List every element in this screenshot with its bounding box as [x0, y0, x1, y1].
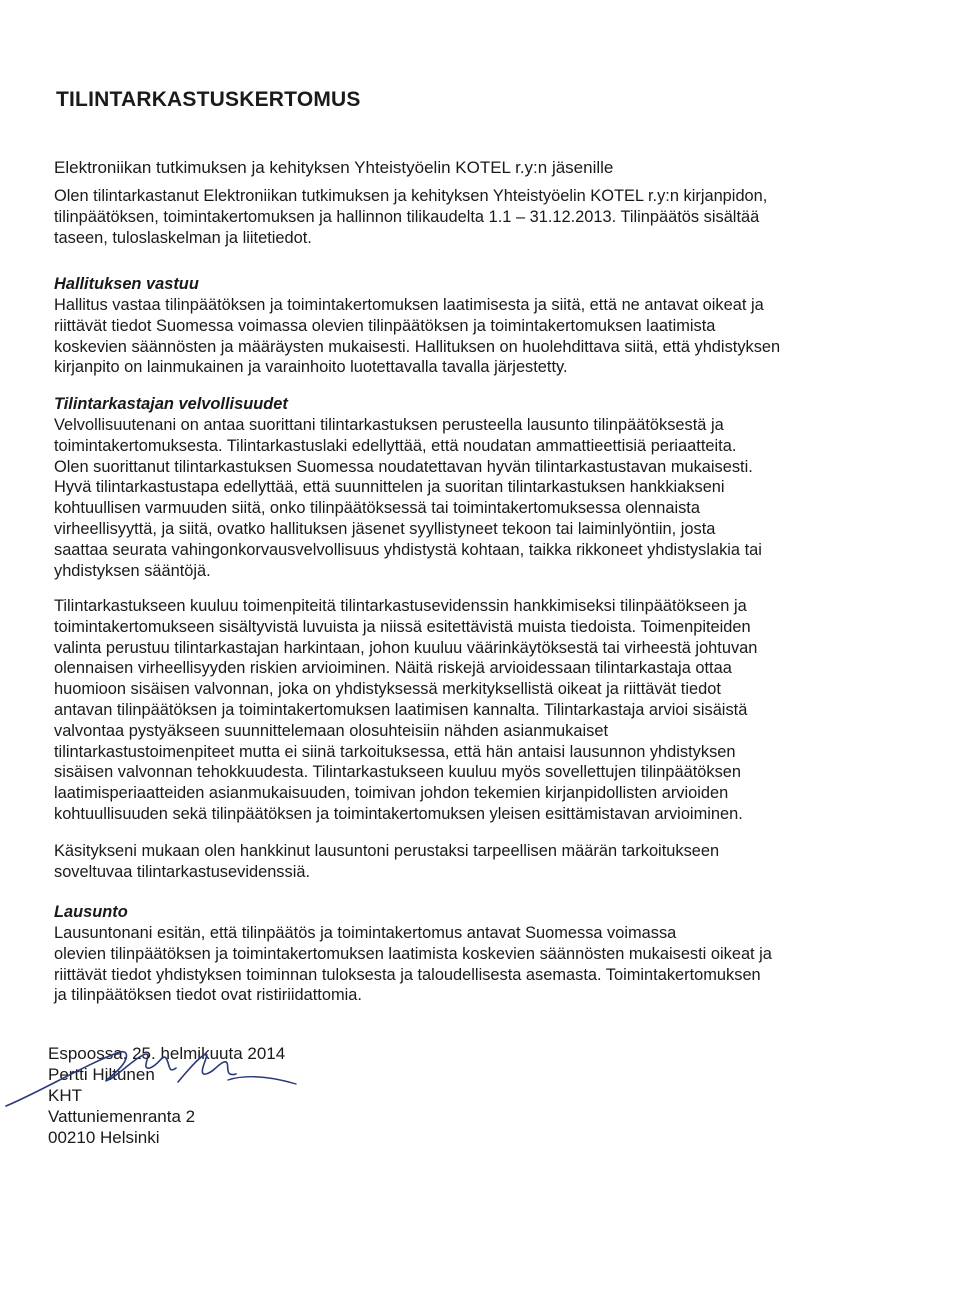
page-title: TILINTARKASTUSKERTOMUS [56, 88, 361, 111]
paragraph-line: kohtuullisuuden sekä tilinpäätöksen ja toimintakertomuksen yleisen esittämistavan arvioiminen. [54, 804, 743, 823]
paragraph-line: sisäisen valvonnan tehokkuudesta. Tilintarkastukseen kuuluu myös sovellettujen tilinpäätöksen [54, 763, 741, 782]
paragraph-line: Käsitykseni mukaan olen hankkinut lausuntoni perustaksi tarpeellisen määrän tarkoitukseen [54, 842, 720, 860]
paragraph-line: Hyvä tilintarkastustapa edellyttää, että suunnittelen ja suoritan tilintarkastuksen hankkiakseni [54, 478, 725, 497]
signer-name: Pertti Hiltunen [48, 1065, 155, 1084]
addressee-line: Elektroniikan tutkimuksen ja kehityksen Yhteistyöelin KOTEL r.y:n jäsenille [54, 158, 614, 177]
opinion-section [54, 901, 854, 1006]
paragraph-line: olennaisen virheellisyyden riskien arvioiminen. Näitä riskejä arvioidessaan tilintarkastaja ottaa [54, 659, 732, 678]
paragraph-line: riittävät tiedot Suomessa voimassa olevien tilinpäätöksen ja toimintakertomuksen laatimista [54, 316, 716, 335]
paragraph-line: Velvollisuutenani on antaa suorittani tilintarkastuksen perusteella lausunto tilinpäätöksestä ja [54, 416, 724, 434]
audit-procedures-paragraph [54, 596, 854, 825]
paragraph-line: kirjanpito on lainmukainen ja varainhoito luotettavalla tavalla järjestetty. [54, 358, 568, 377]
paragraph-line: soveltuvaa tilintarkastusevidenssiä. [54, 862, 311, 881]
paragraph-line: huomioon sisäisen valvonnan, joka on yhdistyksessä merkityksellistä oikeat ja riittävät tiedot [54, 680, 721, 699]
paragraph-line: Olen suorittanut tilintarkastuksen Suomessa noudatettavan hyvän tilintarkastustavan mukaisesti. [54, 457, 753, 476]
paragraph-line: kohtuullisen varmuuden siitä, onko tilinpäätöksessä tai toimintakertomuksessa olennaista [54, 499, 700, 518]
paragraph-line: Hallitus vastaa tilinpäätöksen ja toimintakertomuksen laatimisesta ja siitä, että ne antavat oikeat ja [54, 296, 764, 314]
section-heading: Hallituksen vastuu [54, 275, 199, 293]
paragraph-line: virheellisyyttä, ja siitä, ovatko hallituksen jäsenet syyllistyneet tekoon tai laiminlyöntiin, josta [54, 519, 716, 538]
paragraph-line: toimintakertomukseen sisältyvistä luvuista ja niissä esitettävistä muista tiedoista. Toimenpiteiden [54, 617, 751, 636]
paragraph-line: Lausuntonani esitän, että tilinpäätös ja toimintakertomus antavat Suomessa voimassa [54, 924, 677, 942]
paragraph-line: riittävät tiedot yhdistyksen toiminnan tuloksesta ja taloudellisesta asemasta. Toimintakertomuksen [54, 965, 761, 984]
paragraph-line: saattaa seurata vahingonkorvausvelvollisuus yhdistystä kohtaan, taikka rikkoneet yhdistyslakia tai [54, 540, 762, 559]
evidence-paragraph [54, 841, 854, 883]
signer-title: KHT [48, 1086, 82, 1105]
paragraph-line: laatimisperiaatteiden asianmukaisuuden, toimivan johdon tekemien kirjanpidollisten arvioiden [54, 784, 729, 803]
paragraph-line: valvontaa pystyäkseen suunnittelemaan olosuhteisiin nähden asianmukaiset [54, 721, 608, 740]
intro-line: Olen tilintarkastanut Elektroniikan tutkimuksen ja kehityksen Yhteistyöelin KOTEL r.y:n kirjanpidon, [54, 187, 768, 205]
board-responsibility-section [54, 273, 854, 378]
paragraph-line: ja tilinpäätöksen tiedot ovat ristiriidattomia. [54, 986, 362, 1005]
paragraph-line: antavan tilinpäätöksen ja toimintakertomuksen laatimisen kannalta. Tilintarkastaja arvioi sisäistä [54, 700, 748, 719]
paragraph-line: yhdistyksen sääntöjä. [54, 561, 211, 580]
intro-paragraph [54, 186, 854, 248]
paragraph-line: valinta perustuu tilintarkastajan harkintaan, johon kuuluu väärinkäytöksestä tai virheestä johtuvan [54, 638, 758, 657]
handwritten-signature [0, 1040, 320, 1110]
section-heading: Lausunto [54, 903, 128, 921]
paragraph-line: koskevien säännösten ja määräysten mukaisesti. Hallituksen on huolehdittava siitä, että yhdistyksen [54, 337, 781, 356]
paragraph-line: Tilintarkastukseen kuuluu toimenpiteitä tilintarkastusevidenssin hankkimiseksi tilinpäätökseen ja [54, 597, 747, 615]
address-street: Vattuniemenranta 2 [48, 1107, 196, 1126]
paragraph-line: tilintarkastustoimenpiteet mutta ei siinä tarkoituksessa, että hän antaisi lausunnon yhdistyksen [54, 742, 736, 761]
address-postal: 00210 Helsinki [48, 1128, 160, 1147]
intro-line: taseen, tuloslaskelman ja liitetiedot. [54, 228, 312, 247]
place-date: Espoossa, 25. helmikuuta 2014 [48, 1044, 286, 1063]
intro-line: tilinpäätöksen, toimintakertomuksen ja hallinnon tilikaudelta 1.1 – 31.12.2013. Tilinpäätös sisältää [54, 207, 760, 226]
paragraph-line: toimintakertomuksesta. Tilintarkastuslaki edellyttää, että noudatan ammattieettisiä periaatteita. [54, 436, 737, 455]
auditor-duties-section [54, 393, 854, 581]
section-heading: Tilintarkastajan velvollisuudet [54, 395, 288, 413]
paragraph-line: olevien tilinpäätöksen ja toimintakertomuksen laatimista koskevien säännösten mukaisesti oikeat ja [54, 944, 772, 963]
